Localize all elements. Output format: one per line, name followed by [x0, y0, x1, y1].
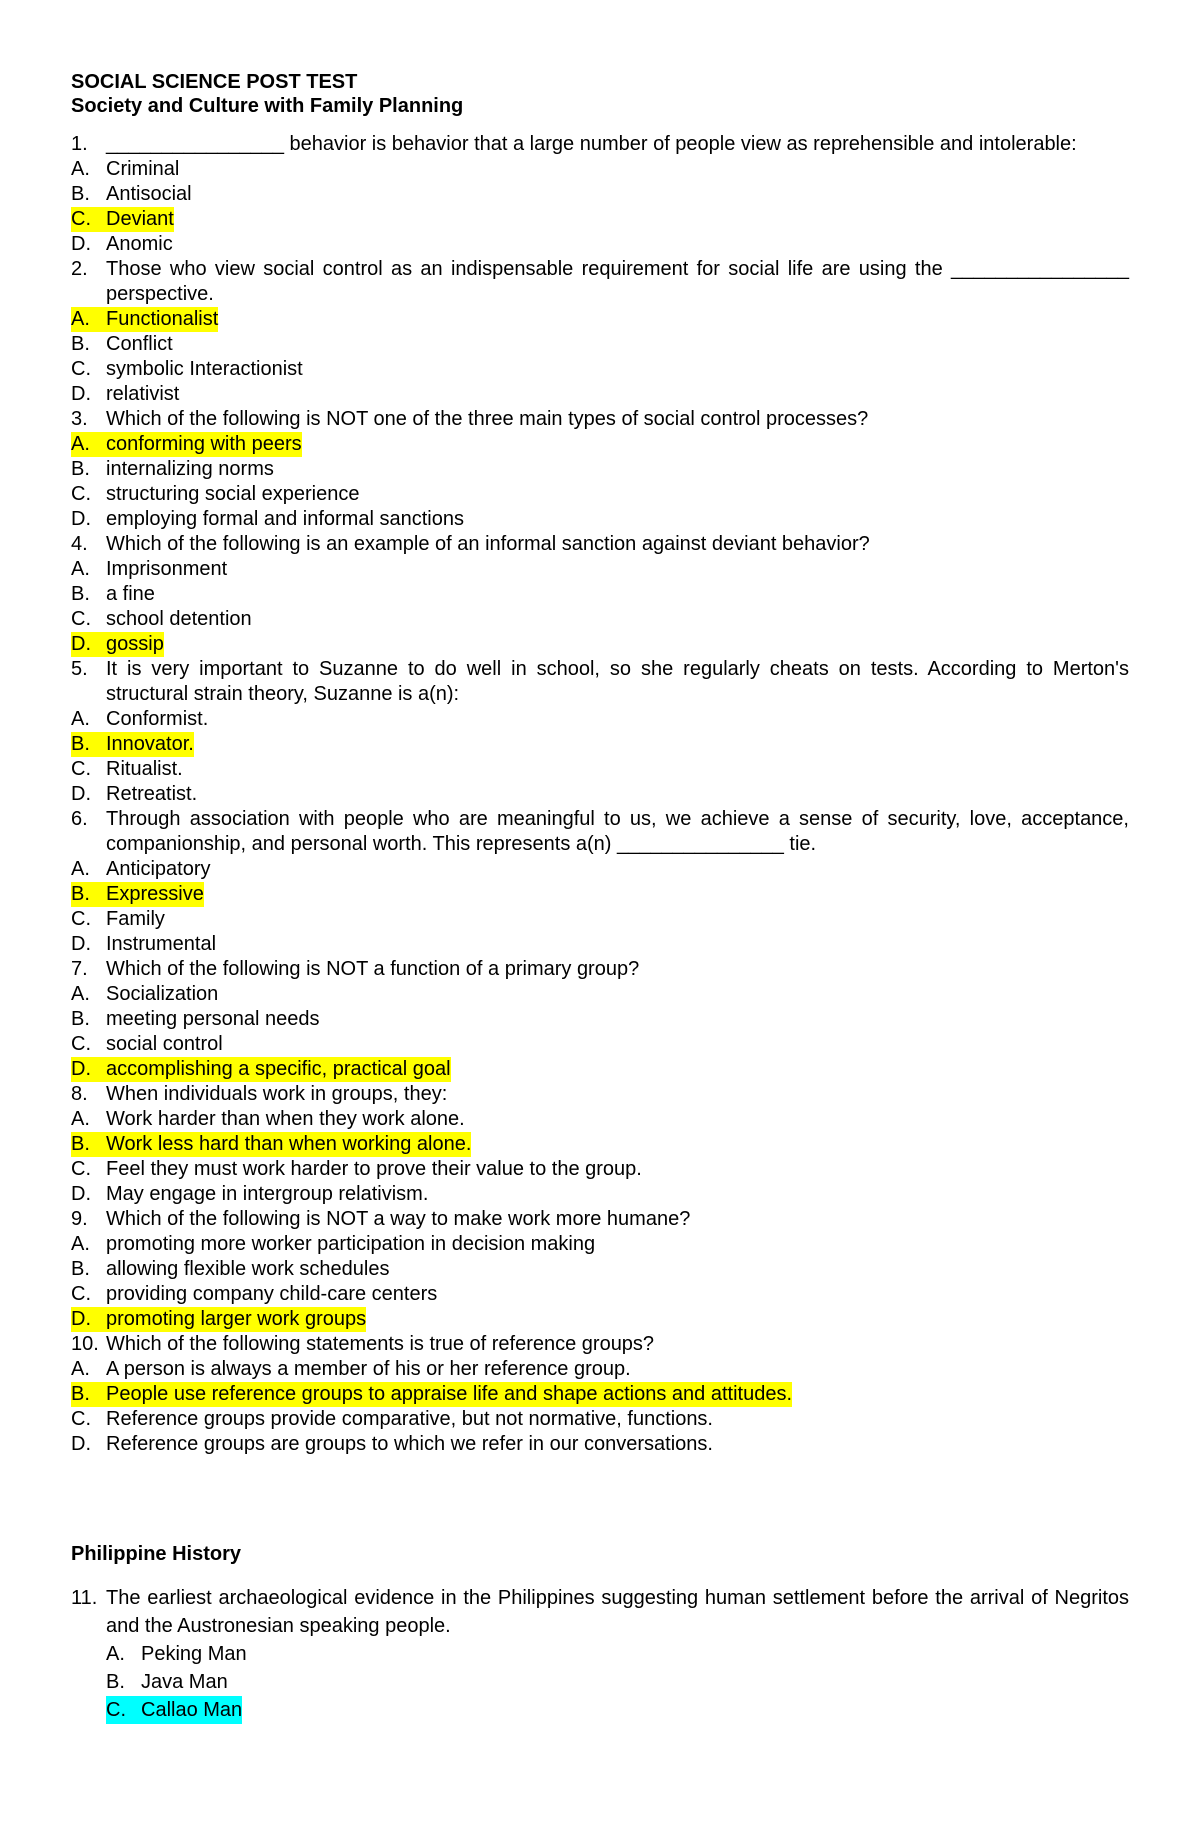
answer-option	[71, 382, 1129, 407]
option-letter: A.	[71, 308, 90, 330]
option-content	[71, 1357, 631, 1382]
option-letter: C.	[71, 483, 91, 505]
option-content	[71, 857, 211, 882]
option-content	[71, 932, 216, 957]
option-line	[71, 307, 218, 332]
option-line	[106, 1696, 242, 1724]
option-line	[71, 632, 164, 657]
question-item	[71, 532, 1129, 557]
option-letter: A.	[71, 558, 90, 580]
option-letter: B.	[71, 458, 90, 480]
option-content	[71, 1282, 437, 1307]
option-text: promoting larger work groups	[106, 1308, 367, 1330]
option-line	[71, 457, 274, 482]
option-letter: C.	[71, 908, 91, 930]
option-content	[71, 607, 252, 632]
option-line	[71, 357, 303, 382]
option-letter: C.	[71, 1408, 91, 1430]
option-letter: B.	[71, 733, 90, 755]
question-text: It is very important to Suzanne to do well in school, so she regularly cheats on tests. According to Merton's structural strain theory, Suzanne is a(n):	[106, 658, 1129, 705]
answer-option	[71, 482, 1129, 507]
option-line	[71, 1007, 319, 1032]
question-item	[71, 257, 1129, 307]
option-letter: A.	[71, 1108, 90, 1130]
answer-option	[71, 1640, 1129, 1668]
option-line	[71, 1157, 642, 1182]
option-letter: C.	[71, 1283, 91, 1305]
option-letter: C.	[71, 1158, 91, 1180]
question-list-2	[71, 1584, 1129, 1724]
answer-option	[71, 332, 1129, 357]
option-letter: D.	[71, 383, 91, 405]
option-letter: C.	[71, 758, 91, 780]
option-text: internalizing norms	[106, 458, 274, 480]
answer-option	[71, 1107, 1129, 1132]
option-line	[71, 907, 165, 932]
option-letter: C.	[106, 1699, 126, 1721]
option-letter: D.	[71, 1183, 91, 1205]
option-text: Conformist.	[106, 708, 209, 730]
question-text: Which of the following is NOT a way to make work more humane?	[106, 1208, 691, 1230]
option-content	[71, 1157, 642, 1182]
option-line	[71, 1057, 451, 1082]
question-item	[71, 1584, 1129, 1640]
option-content	[71, 232, 173, 257]
section-title: Philippine History	[71, 1543, 242, 1565]
option-line	[71, 757, 183, 782]
answer-option	[71, 857, 1129, 882]
option-line	[71, 157, 179, 182]
question-text: ________________ behavior is behavior that a large number of people view as reprehensible and intolerable:	[106, 133, 1077, 155]
option-text: Instrumental	[106, 933, 217, 955]
correct-answer-highlight	[71, 307, 218, 332]
question-item	[71, 132, 1129, 157]
question-text: Which of the following is NOT one of the three main types of social control processes?	[106, 408, 869, 430]
option-content	[106, 1640, 247, 1668]
option-text: structuring social experience	[106, 483, 360, 505]
option-content	[71, 707, 208, 732]
question-item	[71, 657, 1129, 707]
option-letter: D.	[71, 783, 91, 805]
question-number: 10.	[71, 1333, 99, 1355]
answer-option	[71, 1282, 1129, 1307]
correct-answer-highlight	[71, 207, 174, 232]
option-letter: B.	[71, 183, 90, 205]
option-text: Antisocial	[106, 183, 192, 205]
answer-option	[71, 1182, 1129, 1207]
answer-option	[71, 1357, 1129, 1382]
option-line	[71, 857, 211, 882]
option-content	[71, 557, 227, 582]
option-line	[71, 882, 204, 907]
option-text: Feel they must work harder to prove their value to the group.	[106, 1158, 642, 1180]
question-number: 7.	[71, 958, 88, 980]
option-content	[71, 182, 192, 207]
question-text: Through association with people who are meaningful to us, we achieve a sense of security, love, acceptance, companionship, and personal worth. This represents a(n) _______________ tie.	[106, 808, 1129, 855]
answer-option	[71, 1668, 1129, 1696]
answer-option	[71, 1382, 1129, 1407]
option-letter: D.	[71, 633, 91, 655]
option-line	[71, 1232, 595, 1257]
correct-answer-highlight	[71, 1382, 792, 1407]
option-letter: D.	[71, 1308, 91, 1330]
option-line	[71, 182, 192, 207]
answer-option	[71, 457, 1129, 482]
option-letter: A.	[71, 158, 90, 180]
option-line	[71, 732, 194, 757]
option-letter: D.	[71, 508, 91, 530]
option-content	[71, 1232, 595, 1257]
question-number: 9.	[71, 1208, 88, 1230]
option-text: employing formal and informal sanctions	[106, 508, 464, 530]
option-line	[71, 332, 173, 357]
section-philippine-history	[71, 1542, 1129, 1724]
option-line	[71, 207, 174, 232]
option-letter: A.	[106, 1643, 125, 1665]
question-item	[71, 1082, 1129, 1107]
option-line	[71, 232, 173, 257]
answer-option	[71, 582, 1129, 607]
option-content	[71, 907, 165, 932]
question-item	[71, 1332, 1129, 1357]
option-content	[71, 982, 218, 1007]
option-text: a fine	[106, 583, 155, 605]
answer-option	[71, 307, 1129, 332]
option-text: Work less hard than when working alone.	[106, 1133, 472, 1155]
question-text: Which of the following is NOT a function of a primary group?	[106, 958, 640, 980]
answer-option	[71, 557, 1129, 582]
option-line	[71, 507, 464, 532]
question-number: 8.	[71, 1083, 88, 1105]
answer-option	[71, 782, 1129, 807]
question-number: 3.	[71, 408, 88, 430]
option-letter: B.	[71, 583, 90, 605]
option-content	[71, 1107, 465, 1132]
answer-option	[71, 1257, 1129, 1282]
option-content	[71, 1257, 389, 1282]
option-letter: D.	[71, 233, 91, 255]
option-text: Ritualist.	[106, 758, 183, 780]
option-line	[71, 432, 302, 457]
option-content	[71, 357, 303, 382]
question-item	[71, 1207, 1129, 1232]
option-text: school detention	[106, 608, 252, 630]
correct-answer-highlight	[71, 432, 302, 457]
question-number: 1.	[71, 133, 88, 155]
option-letter: B.	[71, 883, 90, 905]
option-content	[106, 1668, 228, 1696]
answer-option	[71, 757, 1129, 782]
question-item	[71, 407, 1129, 432]
option-letter: B.	[71, 1133, 90, 1155]
option-letter: B.	[71, 1008, 90, 1030]
option-text: Reference groups provide comparative, but not normative, functions.	[106, 1408, 713, 1430]
option-line	[71, 607, 252, 632]
option-text: Work harder than when they work alone.	[106, 1108, 465, 1130]
option-line	[71, 1257, 389, 1282]
option-line	[71, 1107, 465, 1132]
option-text: Socialization	[106, 983, 219, 1005]
answer-option	[71, 1157, 1129, 1182]
answer-option	[71, 882, 1129, 907]
option-letter: C.	[71, 1033, 91, 1055]
answer-option	[71, 1432, 1129, 1457]
option-text: Java Man	[141, 1671, 228, 1693]
option-text: conforming with peers	[106, 433, 302, 455]
answer-option	[71, 1007, 1129, 1032]
question-number: 11.	[71, 1587, 98, 1609]
question-item	[71, 807, 1129, 857]
option-line	[71, 557, 227, 582]
option-letter: D.	[71, 933, 91, 955]
answer-option	[71, 232, 1129, 257]
option-content	[71, 1407, 713, 1432]
option-content	[71, 782, 197, 807]
option-content	[71, 1182, 428, 1207]
answer-option	[71, 1232, 1129, 1257]
option-text: Conflict	[106, 333, 173, 355]
option-text: Retreatist.	[106, 783, 198, 805]
answer-option	[71, 1057, 1129, 1082]
option-text: Anomic	[106, 233, 173, 255]
option-letter: D.	[71, 1433, 91, 1455]
option-line	[71, 482, 359, 507]
option-text: meeting personal needs	[106, 1008, 320, 1030]
option-letter: B.	[106, 1671, 125, 1693]
question-list	[71, 132, 1129, 1457]
question-number: 4.	[71, 533, 88, 555]
document-subtitle: Society and Culture with Family Planning	[71, 95, 464, 117]
option-text: promoting more worker participation in decision making	[106, 1233, 596, 1255]
document-page	[71, 70, 1129, 1724]
option-text: Expressive	[106, 883, 204, 905]
answer-option	[71, 507, 1129, 532]
option-content	[71, 507, 464, 532]
correct-answer-highlight	[71, 1307, 366, 1332]
option-content	[71, 757, 183, 782]
answer-option	[71, 1132, 1129, 1157]
correct-answer-highlight	[71, 882, 204, 907]
option-letter: B.	[71, 1258, 90, 1280]
correct-answer-highlight	[106, 1696, 242, 1724]
answer-option	[71, 207, 1129, 232]
option-content	[71, 482, 359, 507]
answer-option	[71, 632, 1129, 657]
option-line	[71, 932, 216, 957]
option-content	[71, 332, 173, 357]
option-line	[106, 1668, 228, 1696]
option-text: May engage in intergroup relativism.	[106, 1183, 429, 1205]
option-letter: A.	[71, 433, 90, 455]
option-line	[71, 982, 218, 1007]
option-text: social control	[106, 1033, 223, 1055]
option-text: relativist	[106, 383, 180, 405]
document-title: SOCIAL SCIENCE POST TEST	[71, 71, 358, 93]
option-text: A person is always a member of his or her reference group.	[106, 1358, 631, 1380]
option-line	[106, 1640, 247, 1668]
correct-answer-highlight	[71, 1057, 451, 1082]
answer-option	[71, 1307, 1129, 1332]
option-letter: B.	[71, 1383, 90, 1405]
option-text: Deviant	[106, 208, 174, 230]
option-content	[71, 1007, 319, 1032]
question-number: 5.	[71, 658, 88, 680]
option-line	[71, 782, 197, 807]
answer-option	[71, 1407, 1129, 1432]
question-text: Which of the following statements is true of reference groups?	[106, 1333, 655, 1355]
option-text: gossip	[106, 633, 164, 655]
question-text: Which of the following is an example of an informal sanction against deviant behavior?	[106, 533, 870, 555]
option-text: Innovator.	[106, 733, 194, 755]
answer-option	[71, 1696, 1129, 1724]
option-letter: A.	[71, 1233, 90, 1255]
answer-option	[71, 357, 1129, 382]
option-letter: A.	[71, 1358, 90, 1380]
option-content	[71, 382, 179, 407]
option-text: allowing flexible work schedules	[106, 1258, 390, 1280]
option-letter: C.	[71, 208, 91, 230]
answer-option	[71, 157, 1129, 182]
question-text: The earliest archaeological evidence in the Philippines suggesting human settlement before the arrival of Negritos and the Austronesian speaking people.	[106, 1587, 1129, 1637]
option-content	[71, 1032, 223, 1057]
option-text: Peking Man	[141, 1643, 247, 1665]
option-text: providing company child-care centers	[106, 1283, 438, 1305]
question-text: When individuals work in groups, they:	[106, 1083, 448, 1105]
option-letter: A.	[71, 983, 90, 1005]
option-text: Imprisonment	[106, 558, 228, 580]
answer-option	[71, 732, 1129, 757]
option-line	[71, 382, 179, 407]
option-line	[71, 1282, 437, 1307]
option-content	[71, 457, 274, 482]
option-text: Family	[106, 908, 165, 930]
option-text: People use reference groups to appraise life and shape actions and attitudes.	[106, 1383, 793, 1405]
question-text: Those who view social control as an indispensable requirement for social life are using the ________________ perspective.	[106, 258, 1129, 305]
option-line	[71, 1032, 223, 1057]
option-line	[71, 582, 155, 607]
option-letter: C.	[71, 358, 91, 380]
option-text: Callao Man	[141, 1699, 243, 1721]
option-line	[71, 1182, 428, 1207]
option-letter: D.	[71, 1058, 91, 1080]
correct-answer-highlight	[71, 732, 194, 757]
answer-option	[71, 182, 1129, 207]
option-letter: A.	[71, 708, 90, 730]
option-text: symbolic Interactionist	[106, 358, 303, 380]
option-line	[71, 1407, 713, 1432]
option-text: accomplishing a specific, practical goal	[106, 1058, 451, 1080]
answer-option	[71, 982, 1129, 1007]
option-line	[71, 1307, 366, 1332]
option-content	[71, 1432, 713, 1457]
answer-option	[71, 607, 1129, 632]
option-letter: C.	[71, 608, 91, 630]
question-number: 6.	[71, 808, 88, 830]
answer-option	[71, 432, 1129, 457]
option-content	[71, 157, 179, 182]
option-text: Functionalist	[106, 308, 219, 330]
option-letter: B.	[71, 333, 90, 355]
option-text: Anticipatory	[106, 858, 211, 880]
option-text: Criminal	[106, 158, 180, 180]
option-line	[71, 1382, 792, 1407]
answer-option	[71, 707, 1129, 732]
option-line	[71, 1357, 631, 1382]
option-line	[71, 1132, 471, 1157]
correct-answer-highlight	[71, 1132, 471, 1157]
option-letter: A.	[71, 858, 90, 880]
option-line	[71, 1432, 713, 1457]
option-text: Reference groups are groups to which we refer in our conversations.	[106, 1433, 713, 1455]
answer-option	[71, 932, 1129, 957]
answer-option	[71, 907, 1129, 932]
option-content	[71, 582, 155, 607]
question-number: 2.	[71, 258, 88, 280]
question-item	[71, 957, 1129, 982]
correct-answer-highlight	[71, 632, 164, 657]
option-line	[71, 707, 208, 732]
answer-option	[71, 1032, 1129, 1057]
